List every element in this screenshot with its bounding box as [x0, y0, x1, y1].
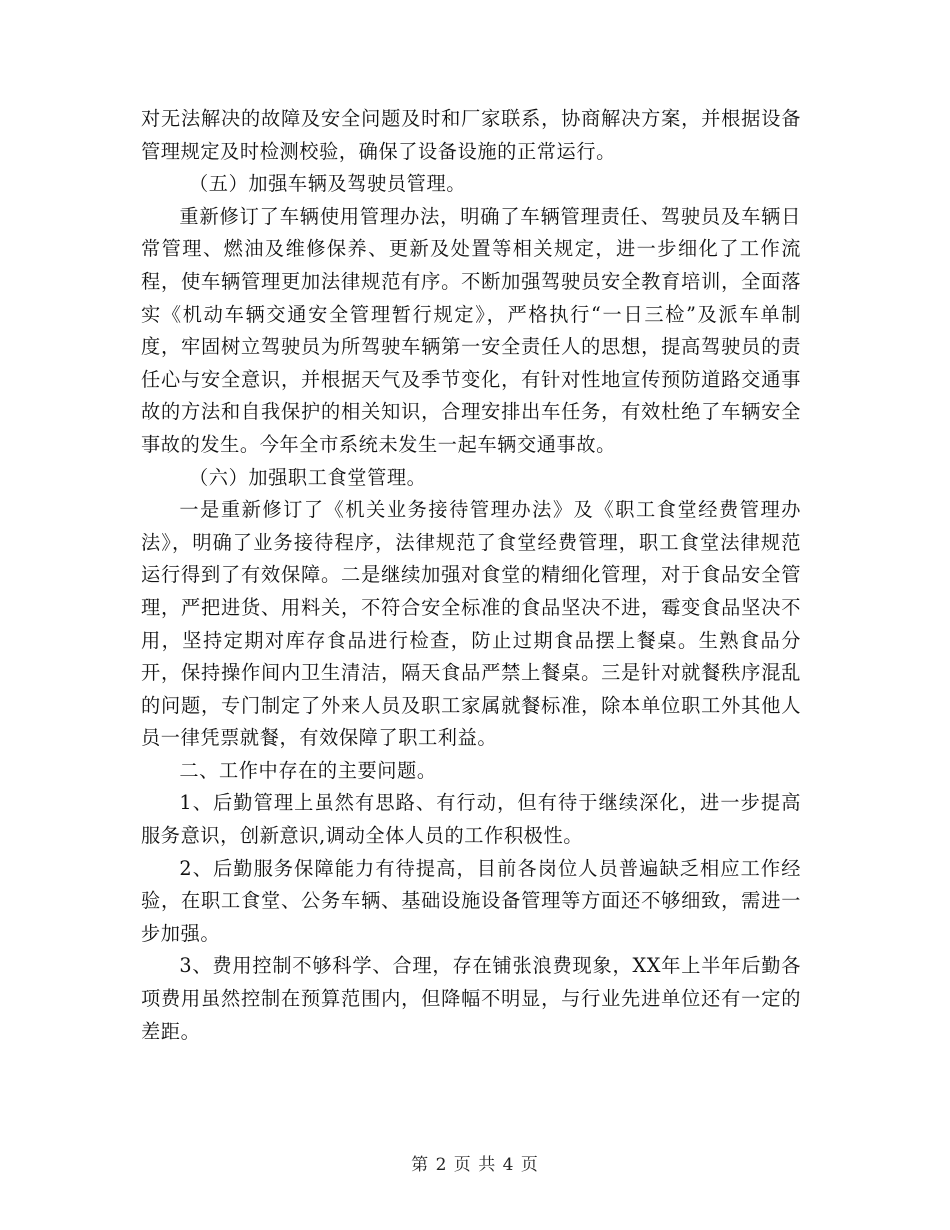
paragraph-vehicles: 重新修订了车辆使用管理办法，明确了车辆管理责任、驾驶员及车辆日常管理、燃油及维修保养、更新及处置等相关规定，进一步细化了工作流程，使车辆管理更加法律规范有序。不断加强驾驶员安全教育培训，全面落实《机动车辆交通安全管理暂行规定》，严格执行“一日三检”及派车单制度，牢固树立驾驶员为所驾驶车辆第一安全责任人的思想，提高驾驶员的责任心与安全意识，并根据天气及季节变化，有针对性地宣传预防道路交通事故的方法和自我保护的相关知识，合理安排出车任务，有效杜绝了车辆安全事故的发生。今年全市系统未发生一起车辆交通事故。	[141, 204, 801, 456]
section-heading-problems: 二、工作中存在的主要问题。	[179, 758, 437, 782]
section-heading-vehicles: （五）加强车辆及驾驶员管理。	[189, 172, 467, 196]
document-body	[141, 103, 801, 1048]
paragraph-canteen: 一是重新修订了《机关业务接待管理办法》及《职工食堂经费管理办法》，明确了业务接待程序，法律规范了食堂经费管理，职工食堂法律规范运行得到了有效保障。二是继续加强对食堂的精细化管理，对于食品安全管理，严把进货、用料关，不符合安全标准的食品坚决不进，霉变食品坚决不用，坚持定期对库存食品进行检查，防止过期食品摆上餐桌。生熟食品分开，保持操作间内卫生清洁，隔天食品严禁上餐桌。三是针对就餐秩序混乱的问题，专门制定了外来人员及职工家属就餐标准，除本单位职工外其他人员一律凭票就餐，有效保障了职工利益。	[141, 498, 801, 750]
page-number-footer: 第 2 页 共 4 页	[411, 1155, 539, 1175]
problem-item-3: 3、费用控制不够科学、合理，存在铺张浪费现象，XX年上半年后勤各项费用虽然控制在预算范围内，但降幅不明显，与行业先进单位还有一定的差距。	[141, 954, 801, 1043]
paragraph-continuation: 对无法解决的故障及安全问题及时和厂家联系，协商解决方案，并根据设备管理规定及时检测校验，确保了设备设施的正常运行。	[141, 107, 801, 163]
section-heading-canteen: （六）加强职工食堂管理。	[189, 465, 427, 489]
problem-item-2: 2、后勤服务保障能力有待提高，目前各岗位人员普遍缺乏相应工作经验，在职工食堂、公务车辆、基础设施设备管理等方面还不够细致，需进一步加强。	[141, 856, 801, 945]
problem-item-1: 1、后勤管理上虽然有思路、有行动，但有待于继续深化，进一步提高服务意识，创新意识,调动全体人员的工作积极性。	[141, 791, 801, 848]
